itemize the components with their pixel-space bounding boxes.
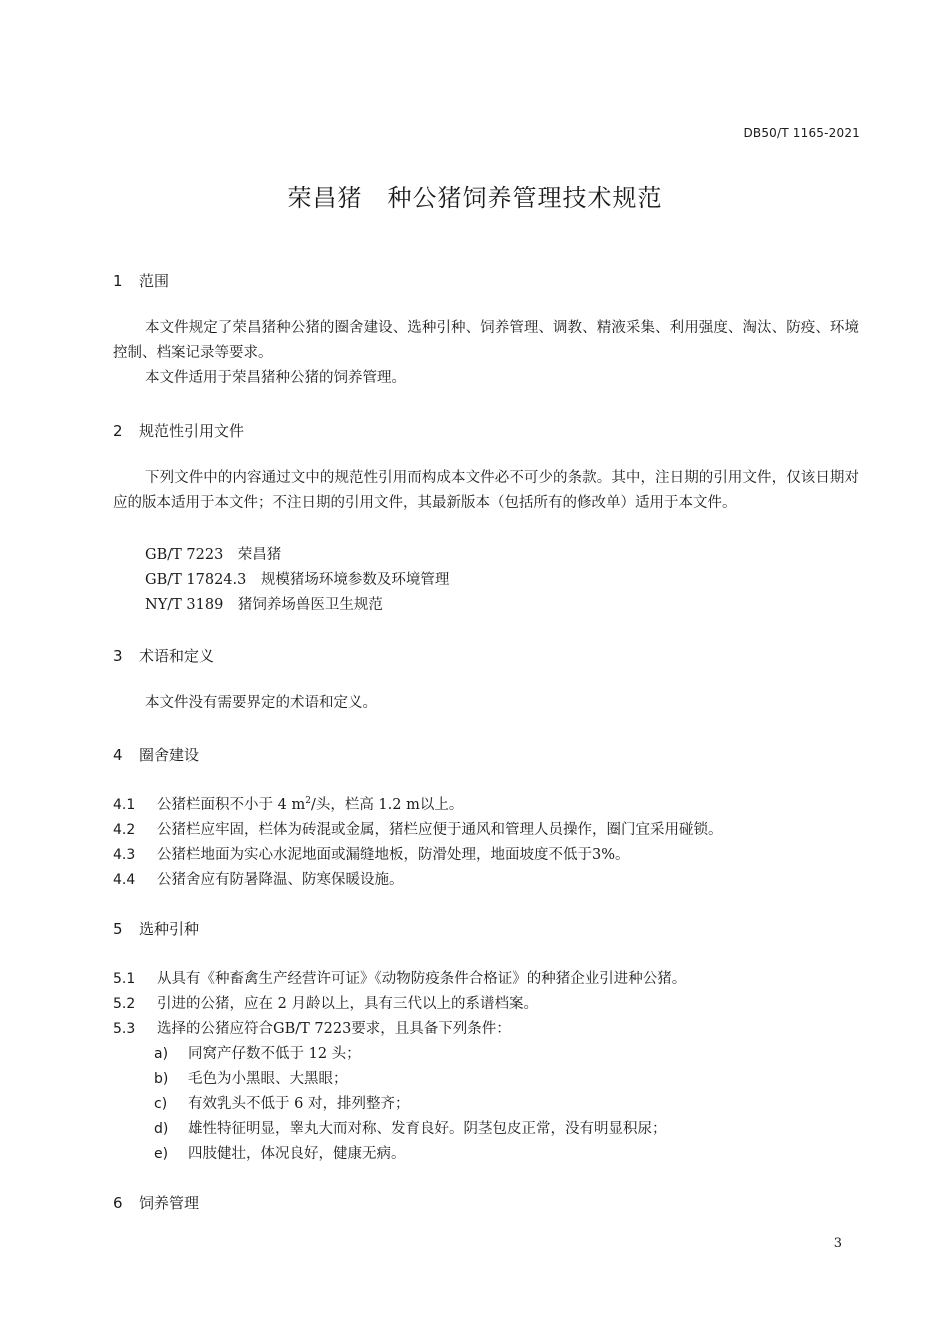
clause-text-start: 公猪栏面积不小于 4 m [157,797,306,813]
clause-text: 公猪栏应牢固，栏体为砖混或金属，猪栏应便于通风和管理人员操作，圈门宜采用碰锁。 [157,822,723,838]
section-title: 饲养管理 [139,1194,200,1212]
clause-number: 4.2 [113,822,136,838]
clause-item [113,1017,511,1038]
clause-number: 5.1 [113,971,136,987]
clause-text: 公猪舍应有防暑降温、防寒保暖设施。 [157,872,404,888]
list-text: 有效乳头不低于 6 对，排列整齐； [188,1096,410,1112]
page-number: 3 [833,1236,842,1251]
clause-item [113,992,538,1013]
reference-item: GB/T 17824.3 规模猪场环境参数及环境管理 [145,572,450,588]
section-title: 术语和定义 [139,647,215,665]
reference-item: NY/T 3189 猪饲养场兽医卫生规范 [145,597,383,613]
section-number: 1 [113,272,123,290]
list-marker: c) [154,1096,168,1112]
section-heading-scope [113,270,169,291]
section-number: 6 [113,1194,123,1212]
terms-paragraph: 本文件没有需要界定的术语和定义。 [145,695,377,711]
clause-item [113,818,723,839]
list-text: 同窝产仔数不低于 12 头； [188,1046,361,1062]
list-item [154,1117,667,1138]
list-marker: d) [154,1121,169,1137]
section-heading-pen-construction [113,744,199,765]
clause-text: 引进的公猪，应在 2 月龄以上，具有三代以上的系谱档案。 [157,996,538,1012]
list-item [154,1042,361,1063]
list-text: 雄性特征明显，睾丸大而对称、发育良好。阴茎包皮正常，没有明显积尿； [188,1121,667,1137]
section-number: 3 [113,647,123,665]
clause-item [113,967,686,988]
clause-number: 4.1 [113,797,136,813]
clause-text: 选择的公猪应符合GB/T 7223要求，且具备下列条件： [157,1021,511,1037]
section-number: 5 [113,920,123,938]
document-title: 荣昌猪 种公猪饲养管理技术规范 [287,184,663,212]
list-item [154,1142,406,1163]
clause-text: 公猪栏地面为实心水泥地面或漏缝地板，防滑处理，地面坡度不低于3%。 [157,847,630,863]
section-title: 圈舍建设 [139,746,200,764]
superscript: 2 [305,796,311,807]
clause-item [113,793,463,814]
clause-text-end: /头，栏高 1.2 m以上。 [310,797,464,813]
section-heading-normative-references [113,420,244,441]
clause-number: 4.3 [113,847,136,863]
section-number: 4 [113,746,123,764]
section-number: 2 [113,422,123,440]
scope-paragraph-1: 本文件规定了荣昌猪种公猪的圈舍建设、选种引种、饲养管理、调教、精液采集、利用强度、淘汰、防疫、环境控制、档案记录等要求。 [113,320,859,361]
list-marker: a) [154,1046,169,1062]
section-title: 选种引种 [139,920,200,938]
section-title: 规范性引用文件 [139,422,245,440]
section-heading-feeding-management [113,1192,199,1213]
clause-number: 5.3 [113,1021,136,1037]
list-marker: e) [154,1146,169,1162]
clause-number: 4.4 [113,872,136,888]
section-heading-selection [113,918,199,939]
list-marker: b) [154,1071,169,1087]
list-text: 毛色为小黑眼、大黑眼； [188,1071,348,1087]
list-item [154,1067,348,1088]
clause-item [113,843,630,864]
reference-item: GB/T 7223 荣昌猪 [145,547,282,563]
list-item [154,1092,409,1113]
references-paragraph: 下列文件中的内容通过文中的规范性引用而构成本文件必不可少的条款。其中，注日期的引用文件，仅该日期对应的版本适用于本文件；不注日期的引用文件，其最新版本（包括所有的修改单）适用于本文件。 [113,470,859,511]
clause-item [113,868,404,889]
standard-code: DB50/T 1165-2021 [743,126,860,140]
clause-number: 5.2 [113,996,136,1012]
clause-text: 从具有《种畜禽生产经营许可证》《动物防疫条件合格证》的种猪企业引进种公猪。 [157,971,687,987]
section-title: 范围 [139,272,170,290]
section-heading-terms [113,645,214,666]
scope-paragraph-2: 本文件适用于荣昌猪种公猪的饲养管理。 [145,370,406,386]
list-text: 四肢健壮，体况良好，健康无病。 [188,1146,406,1162]
